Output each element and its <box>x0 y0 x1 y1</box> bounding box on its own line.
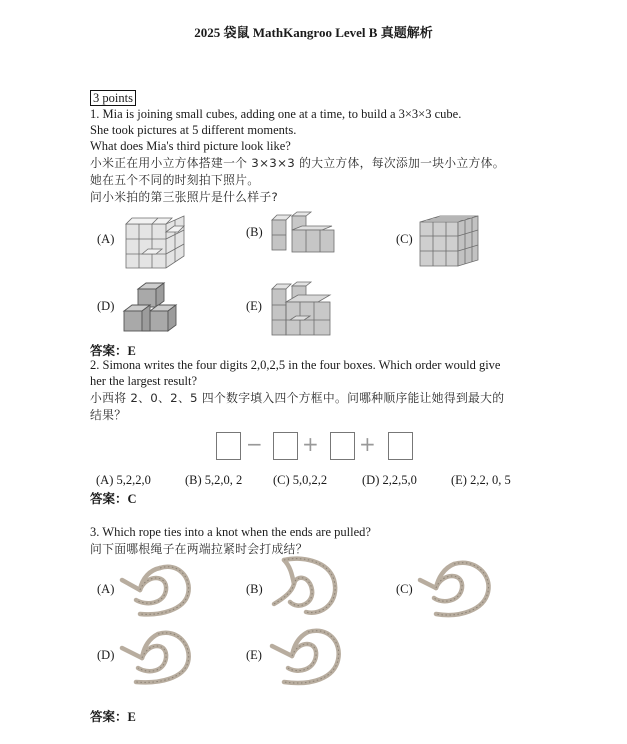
q2-text-en-line1: 2. Simona writes the four digits 2,0,2,5 in the four boxes. Which order would give <box>90 358 501 372</box>
q1-text-en-line2: She took pictures at 5 different moments. <box>90 123 297 137</box>
q1-text-cn-line2: 她在五个不同的时刻拍下照片。 <box>90 173 260 187</box>
q1-option-c-label: (C) <box>396 232 413 246</box>
q3-option-a-label: (A) <box>97 582 115 596</box>
q3-text-en-line1: 3. Which rope ties into a knot when the ends are pulled? <box>90 525 371 539</box>
rope-e-image <box>270 626 342 686</box>
rope-c-image <box>418 558 492 618</box>
q2-text-cn-line1: 小西将 2、0、2、5 四个数字填入四个方框中。问哪种顺序能让她得到最大的 <box>90 391 505 405</box>
q3-option-d-label: (D) <box>97 648 115 662</box>
rope-a-image <box>120 560 192 618</box>
q1-option-e-label: (E) <box>246 299 262 313</box>
q1-text-en-line3: What does Mia's third picture look like? <box>90 139 291 153</box>
section-points-label: 3 points <box>90 90 136 106</box>
q2-text-cn-line2: 结果？ <box>90 408 127 422</box>
operator-minus: − <box>246 432 263 456</box>
q2-option-e: (E) 2,2, 0, 5 <box>451 473 511 487</box>
q3-option-e-label: (E) <box>246 648 262 662</box>
q1-option-a-label: (A) <box>97 232 115 246</box>
q1-text-cn-line3: 问小米拍的第三张照片是什么样子? <box>90 190 279 204</box>
q1-option-d-label: (D) <box>97 299 115 313</box>
q2-option-c: (C) 5,0,2,2 <box>273 473 328 487</box>
q2-text-en-line2: her the largest result? <box>90 374 198 388</box>
operator-plus-2: + <box>359 432 376 456</box>
document-title: 2025 袋鼠 MathKangroo Level B 真题解析 <box>194 25 433 40</box>
digit-box-1 <box>216 432 241 460</box>
digit-box-3 <box>330 432 355 460</box>
cube-structure-e-image <box>270 281 334 337</box>
cube-structure-b-image <box>270 212 336 256</box>
q1-text-cn-line1: 小米正在用小立方体搭建一个 3×3×3 的大立方体，每次添加一块小立方体。 <box>90 156 505 170</box>
rope-d-image <box>120 628 192 686</box>
cube-structure-a-image <box>122 214 188 270</box>
q2-option-b: (B) 5,2,0, 2 <box>185 473 243 487</box>
q1-option-b-label: (B) <box>246 225 263 239</box>
q1-text-en-line1: 1. Mia is joining small cubes, adding one at a time, to build a 3×3×3 cube. <box>90 107 462 121</box>
q2-answer: 答案：C <box>90 492 137 506</box>
digit-box-4 <box>388 432 413 460</box>
rope-b-image <box>270 556 342 618</box>
operator-plus-1: + <box>302 432 319 456</box>
q3-text-cn-line1: 问下面哪根绳子在两端拉紧时会打成结？ <box>90 542 308 556</box>
cube-structure-d-image <box>122 283 180 333</box>
q3-option-b-label: (B) <box>246 582 263 596</box>
q3-answer: 答案：E <box>90 710 136 724</box>
digit-box-2 <box>273 432 298 460</box>
q1-answer: 答案：E <box>90 344 136 358</box>
cube-structure-c-image <box>418 214 480 272</box>
q2-option-d: (D) 2,2,5,0 <box>362 473 417 487</box>
q2-option-a: (A) 5,2,2,0 <box>96 473 151 487</box>
q3-option-c-label: (C) <box>396 582 413 596</box>
